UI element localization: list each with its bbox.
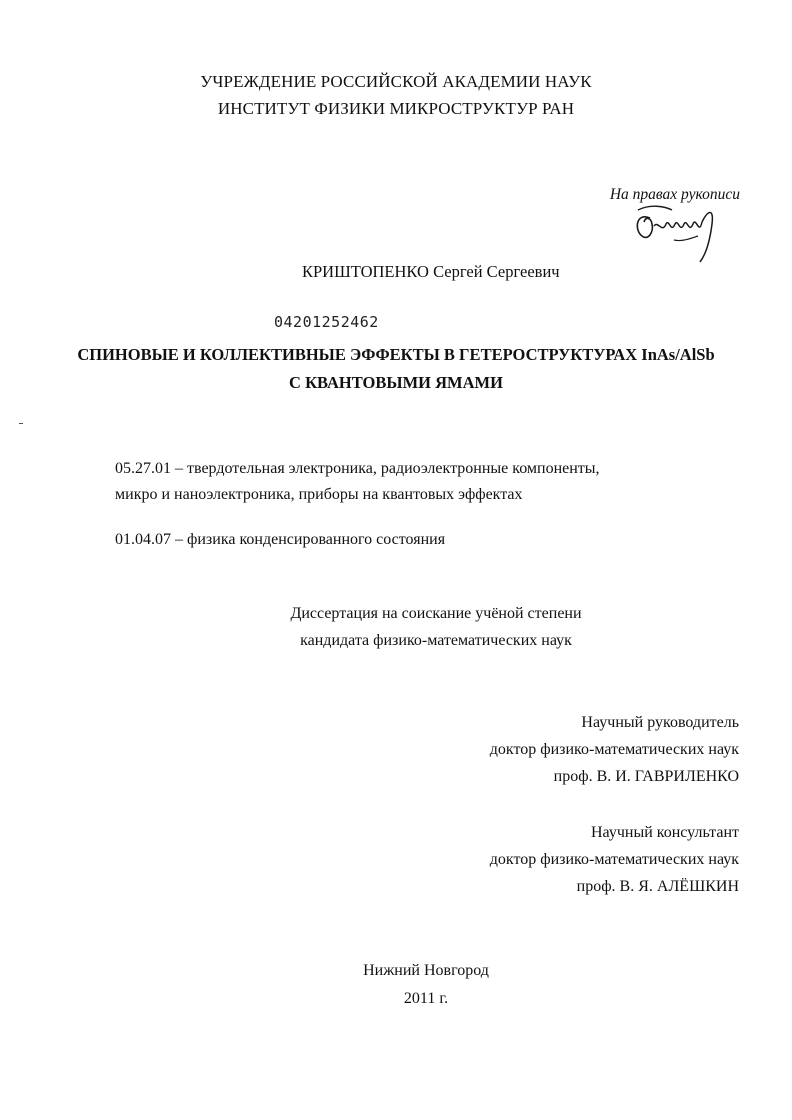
author-name: КРИШТОПЕНКО Сергей Сергеевич [302,262,560,281]
manuscript-rights-note: На правах рукописи [609,186,740,203]
institution-line-1: УЧРЕЖДЕНИЕ РОССИЙСКОЙ АКАДЕМИИ НАУК [200,72,592,91]
supervisor-role: Научный руководитель [581,714,739,731]
institution-line-2: ИНСТИТУТ ФИЗИКИ МИКРОСТРУКТУР РАН [217,99,575,118]
consultant-name: проф. В. Я. АЛЁШКИН [576,878,739,895]
specialty-2-line-1: 01.04.07 – физика конденсированного состояния [115,531,446,548]
dissertation-title-line-1: СПИНОВЫЕ И КОЛЛЕКТИВНЫЕ ЭФФЕКТЫ В ГЕТЕРОСТРУКТУРАХ InAs/AlSb [77,345,715,364]
year: 2011 г. [403,990,449,1007]
degree-line-2: кандидата физико-математических наук [300,632,572,649]
handwritten-signature [628,196,724,266]
supervisor-degree: доктор физико-математических наук [489,741,739,758]
specialty-1-line-1: 05.27.01 – твердотельная электроника, радиоэлектронные компоненты, [115,460,600,477]
supervisor-name: проф. В. И. ГАВРИЛЕНКО [553,768,739,785]
consultant-role: Научный консультант [591,824,739,841]
registration-number-stamp: 04201252462 [274,313,379,331]
scan-speck [19,423,23,424]
specialty-1-line-2: микро и наноэлектроника, приборы на квантовых эффектах [115,486,523,503]
dissertation-title-line-2: С КВАНТОВЫМИ ЯМАМИ [289,373,503,392]
consultant-degree: доктор физико-математических наук [489,851,739,868]
city: Нижний Новгород [363,962,489,979]
degree-line-1: Диссертация на соискание учёной степени [290,605,582,622]
